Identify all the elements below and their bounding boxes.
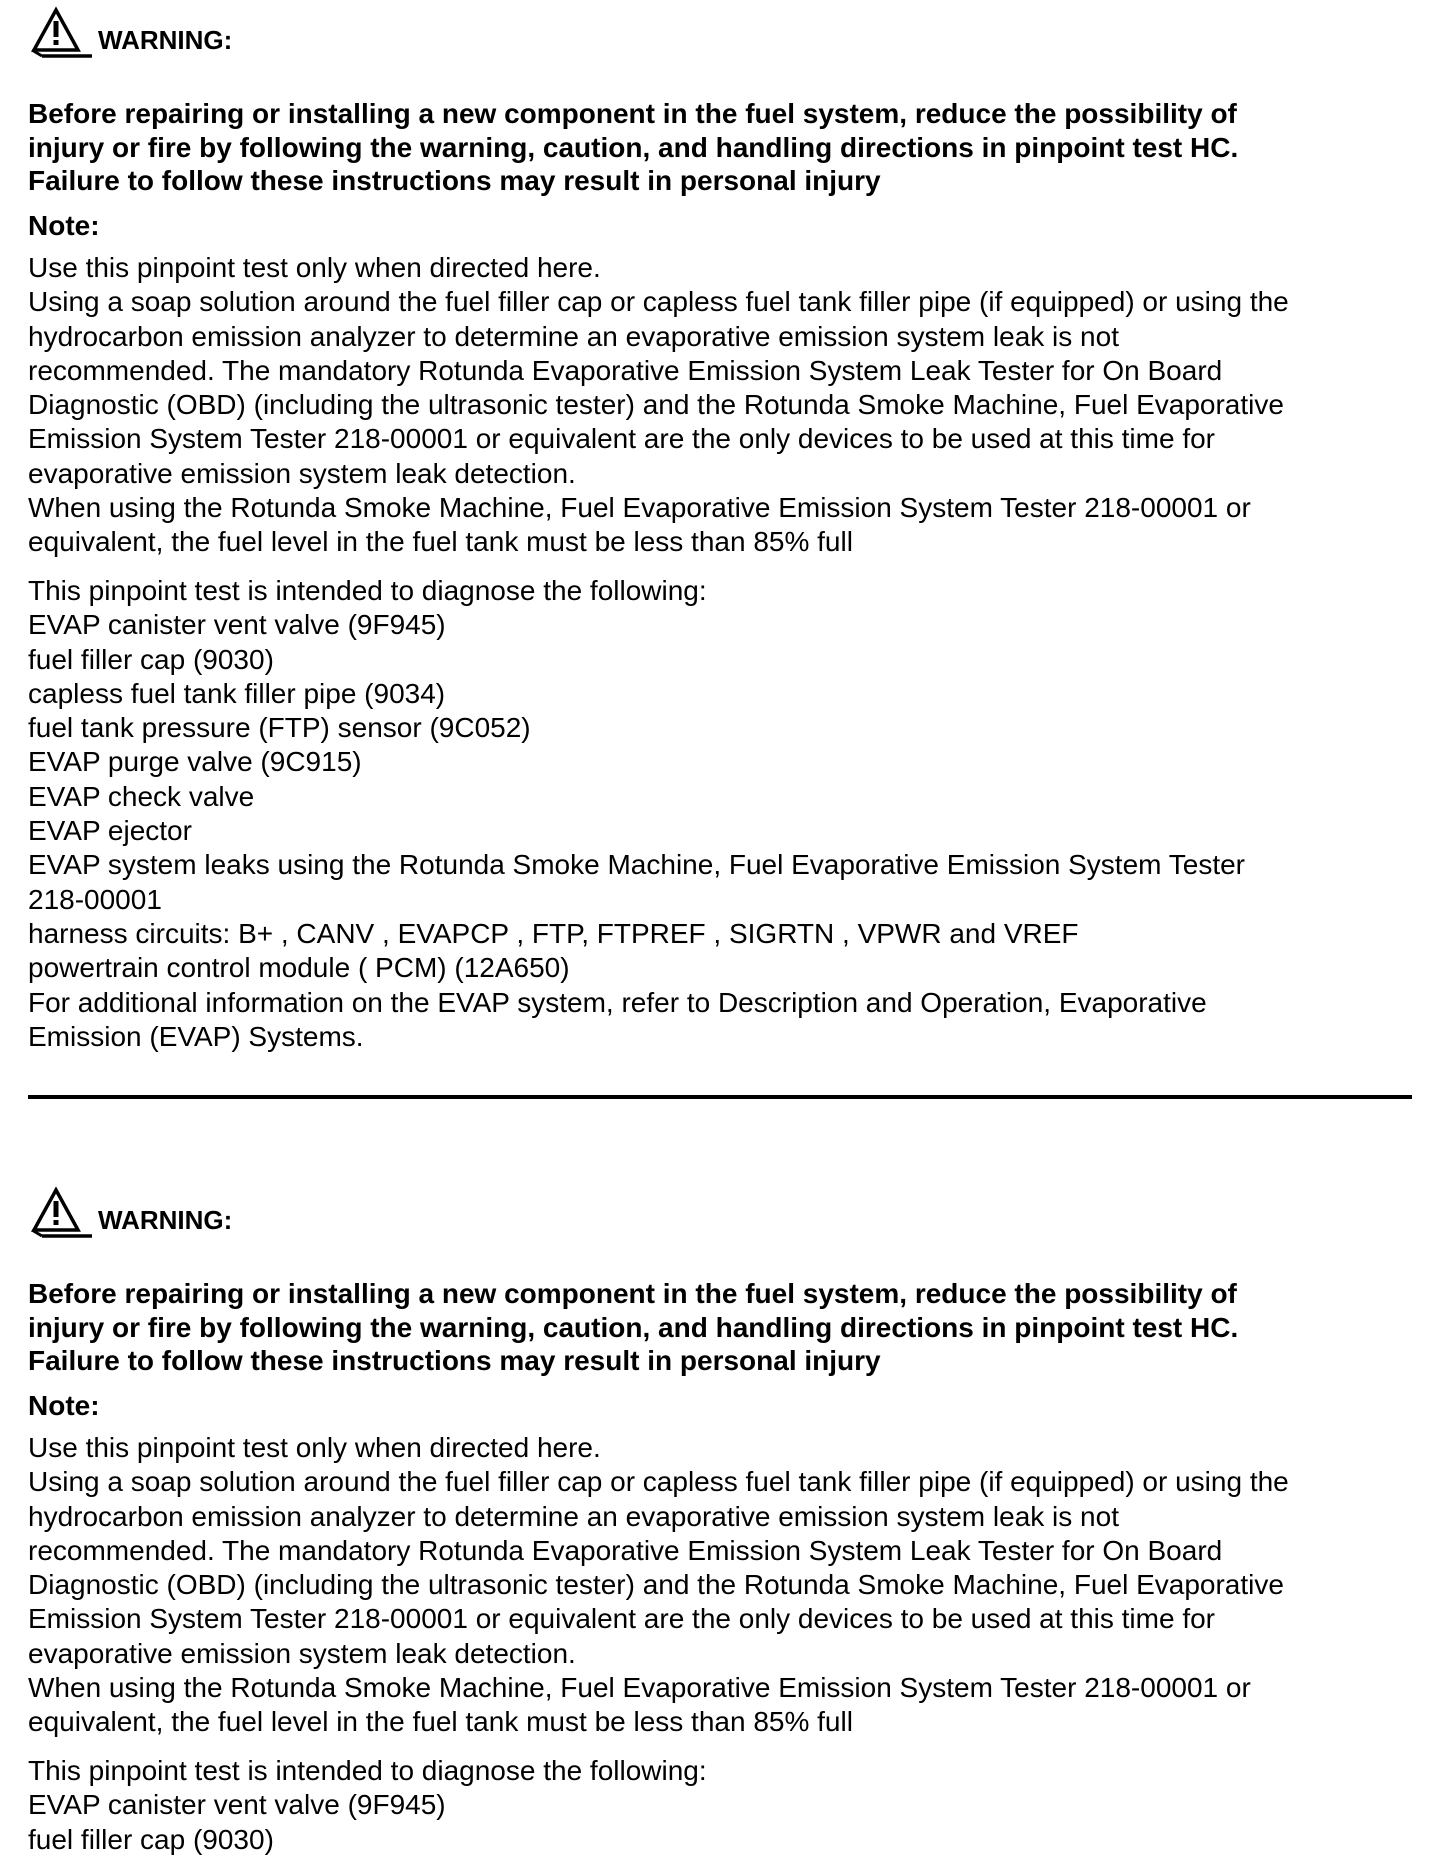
list-item: This pinpoint test is intended to diagnose the following:: [28, 1755, 707, 1786]
list-item: 218-00001: [28, 883, 162, 915]
note-label: Note:: [28, 1390, 100, 1421]
warning-text: [28, 97, 1428, 198]
note-line: Emission System Tester 218-00001 or equivalent are the only devices to be used at this time for: [28, 1603, 1216, 1635]
warning-triangle-icon: [30, 1184, 98, 1240]
note-line: Using a soap solution around the fuel filler cap or capless fuel tank filler pipe (if equipped) or using the: [28, 286, 1289, 318]
note-line: Using a soap solution around the fuel filler cap or capless fuel tank filler pipe (if equipped) or using the: [28, 1466, 1289, 1498]
note-line: When using the Rotunda Smoke Machine, Fuel Evaporative Emission System Tester 218-00001 or: [28, 492, 1251, 524]
note-line: Diagnostic (OBD) (including the ultrasonic tester) and the Rotunda Smoke Machine, Fuel Evaporative: [28, 389, 1284, 421]
note-line: Diagnostic (OBD) (including the ultrasonic tester) and the Rotunda Smoke Machine, Fuel Evaporative: [28, 1569, 1284, 1601]
warning-triangle-icon: [30, 4, 98, 60]
list-item: harness circuits: B+ , CANV , EVAPCP , FTP, FTPREF , SIGRTN , VPWR and VREF: [28, 917, 1079, 949]
list-item: fuel filler cap (9030): [28, 1823, 274, 1855]
diagnose-list: [28, 1754, 1428, 1857]
note-line: hydrocarbon emission analyzer to determine an evaporative emission system leak is not: [28, 320, 1119, 352]
note-line: equivalent, the fuel level in the fuel tank must be less than 85% full: [28, 526, 853, 558]
warning-label: WARNING:: [98, 25, 233, 55]
warning-label: WARNING:: [98, 1205, 233, 1235]
warning-heading: [28, 1184, 428, 1240]
warning-heading: [28, 4, 428, 60]
warning-line: Failure to follow these instructions may result in personal injury: [28, 165, 881, 196]
warning-line: Before repairing or installing a new component in the fuel system, reduce the possibility of: [28, 98, 1237, 129]
diagnose-list: [28, 574, 1428, 1054]
note-text: [28, 1431, 1428, 1740]
note-line: Use this pinpoint test only when directed here.: [28, 1432, 601, 1463]
note-line: Use this pinpoint test only when directed here.: [28, 252, 601, 283]
list-item: EVAP ejector: [28, 815, 192, 847]
list-item: powertrain control module ( PCM) (12A650): [28, 952, 570, 984]
warning-line: injury or fire by following the warning, caution, and handling directions in pinpoint test HC.: [28, 1311, 1239, 1343]
note-line: hydrocarbon emission analyzer to determine an evaporative emission system leak is not: [28, 1500, 1119, 1532]
note-line: equivalent, the fuel level in the fuel tank must be less than 85% full: [28, 1706, 853, 1738]
note-line: evaporative emission system leak detection.: [28, 1637, 576, 1669]
list-item: fuel tank pressure (FTP) sensor (9C052): [28, 712, 531, 744]
list-item: EVAP system leaks using the Rotunda Smoke Machine, Fuel Evaporative Emission System Tester: [28, 849, 1246, 881]
note-line: Emission System Tester 218-00001 or equivalent are the only devices to be used at this time for: [28, 423, 1216, 455]
list-item: For additional information on the EVAP system, refer to Description and Operation, Evaporative: [28, 986, 1207, 1018]
warning-line: Before repairing or installing a new component in the fuel system, reduce the possibility of: [28, 1278, 1237, 1309]
note-line: recommended. The mandatory Rotunda Evaporative Emission System Leak Tester for On Board: [28, 1534, 1223, 1566]
list-item: EVAP canister vent valve (9F945): [28, 609, 446, 641]
list-item: EVAP canister vent valve (9F945): [28, 1789, 446, 1821]
list-item: EVAP purge valve (9C915): [28, 746, 362, 778]
warning-text: [28, 1277, 1428, 1378]
warning-line: Failure to follow these instructions may result in personal injury: [28, 1345, 881, 1376]
note-line: evaporative emission system leak detection.: [28, 457, 576, 489]
list-item: This pinpoint test is intended to diagnose the following:: [28, 575, 707, 606]
note-line: When using the Rotunda Smoke Machine, Fuel Evaporative Emission System Tester 218-00001 or: [28, 1672, 1251, 1704]
list-item: fuel filler cap (9030): [28, 643, 274, 675]
note-text: [28, 251, 1428, 560]
note-line: recommended. The mandatory Rotunda Evaporative Emission System Leak Tester for On Board: [28, 354, 1223, 386]
section-divider: [28, 1095, 1412, 1099]
list-item: capless fuel tank filler pipe (9034): [28, 677, 446, 709]
list-item: Emission (EVAP) Systems.: [28, 1020, 364, 1052]
note-label: Note:: [28, 210, 100, 241]
warning-line: injury or fire by following the warning, caution, and handling directions in pinpoint test HC.: [28, 131, 1239, 163]
list-item: EVAP check valve: [28, 780, 255, 812]
